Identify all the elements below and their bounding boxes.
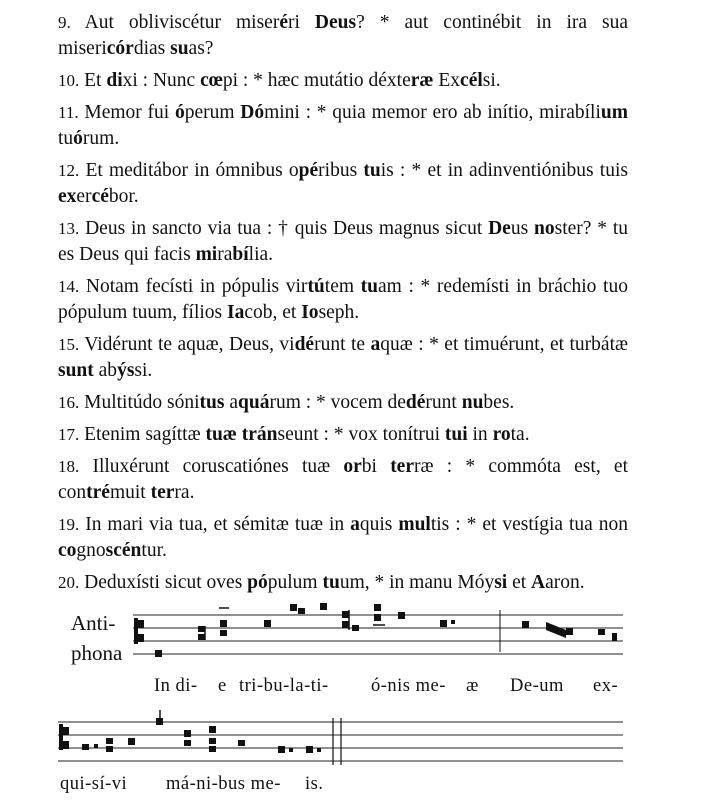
accented-syllable: mi	[195, 244, 218, 265]
verse-number: 10.	[58, 71, 80, 90]
accented-syllable: ræ	[410, 70, 434, 91]
verse-text: tur.	[141, 540, 167, 561]
accented-syllable: or	[343, 456, 362, 477]
verse-text: lia.	[248, 244, 274, 265]
verse-number: 15.	[58, 335, 80, 354]
verse-text: seph.	[318, 302, 360, 323]
verse-text: in	[467, 424, 493, 445]
verse-text: ? * aut continébit in ira sua miseri	[58, 12, 628, 59]
verse-text: am : * redemísti in bráchio tuo pópulum tuum, fílios	[58, 276, 628, 323]
verse-text: Notam fecísti in pópulis vir	[79, 276, 308, 297]
verse-text: quis	[359, 514, 399, 535]
antiphon-syllable: æ	[466, 676, 479, 696]
accented-syllable: tu	[322, 572, 340, 593]
antiphon-syllable: tri-bu-la-ti-	[239, 676, 329, 696]
accented-syllable: pé	[298, 160, 319, 181]
accented-syllable: dé	[294, 334, 315, 355]
clef-1	[134, 618, 144, 644]
neumes-1	[155, 603, 617, 657]
verse-text: runt te	[314, 334, 371, 355]
antiphon-syllable: ex-	[593, 676, 619, 696]
verse-text: Aut obliviscétur miser	[70, 12, 280, 33]
verse-text: si.	[482, 70, 501, 91]
accented-syllable: dé	[405, 392, 426, 413]
verse-text: aron.	[545, 572, 585, 593]
verse-number: 13.	[58, 219, 80, 238]
verse-text: ra.	[174, 482, 195, 503]
verse-text: us	[510, 218, 534, 239]
accented-syllable: Deus	[314, 12, 357, 33]
accented-syllable: cór	[106, 38, 134, 59]
verse-text: quæ : * et timuérunt, et turbátæ	[380, 334, 628, 355]
verse-text: Deus in sancto via tua : † quis Deus magnus sicut	[79, 218, 489, 239]
verse-text: seunt : * vox tonítrui	[277, 424, 445, 445]
verse-number: 11.	[58, 103, 79, 122]
verse-text: ræ : * commóta est, et con	[58, 456, 628, 503]
verse-text: Memor fui	[78, 102, 175, 123]
verse-text: tis : * et vestígia tua non	[430, 514, 629, 535]
accented-syllable: di	[106, 70, 123, 91]
verse-text: as?	[188, 38, 214, 59]
accented-syllable: cé	[91, 186, 109, 207]
verse-text: Deduxísti sicut oves	[79, 572, 248, 593]
verse-text: rum.	[82, 128, 120, 149]
accented-syllable: cœ	[200, 70, 223, 91]
accented-syllable: Dó	[240, 102, 265, 123]
verse-text: In mari via tua, et sémitæ tuæ in	[79, 514, 351, 535]
accented-syllable: nu	[461, 392, 484, 413]
verse-text: runt	[425, 392, 462, 413]
accented-syllable: pó	[247, 572, 268, 593]
accented-syllable: trán	[241, 424, 278, 445]
verse-text: Et meditábor in ómnibus o	[79, 160, 299, 181]
verse-number: 18.	[58, 457, 80, 476]
verse-text: Etenim sagíttæ	[79, 424, 206, 445]
accented-syllable: bí	[232, 244, 249, 265]
verse-text: gno	[76, 540, 106, 561]
accented-syllable: De	[488, 218, 511, 239]
verse-text: is : * et in adinventiónibus tuis	[380, 160, 628, 181]
accented-syllable: sunt	[58, 360, 94, 381]
accented-syllable: ter	[150, 482, 175, 503]
clef-2	[59, 724, 69, 750]
verse-text: pulum	[267, 572, 323, 593]
accented-syllable: a	[370, 334, 381, 355]
verse-text: ab	[93, 360, 118, 381]
antiphon-syllable: ó-nis me-	[371, 676, 446, 696]
accented-syllable: tui	[444, 424, 468, 445]
verse-number: 20.	[58, 573, 80, 592]
verse-text: ribus	[318, 160, 364, 181]
antiphon-syllable: qui-sí-vi	[60, 774, 128, 794]
verse-text: bes.	[483, 392, 515, 413]
accented-syllable: su	[170, 38, 189, 59]
accented-syllable: tré	[86, 482, 110, 503]
verse-text: bi	[361, 456, 391, 477]
verse-text: xi : Nunc	[122, 70, 201, 91]
verse-number: 16.	[58, 393, 80, 412]
accented-syllable: é	[279, 12, 288, 33]
verse-text: Et	[79, 70, 107, 91]
accented-syllable: ter	[390, 456, 414, 477]
accented-syllable: co	[58, 540, 77, 561]
accented-syllable: ýs	[117, 360, 135, 381]
verse-text: Ex	[433, 70, 461, 91]
accented-syllable: tu	[360, 276, 379, 297]
verse-number: 9.	[58, 13, 71, 32]
verse-text: rum : * vocem de	[269, 392, 406, 413]
verse-text: pi : * hæc mutátio déxte	[222, 70, 411, 91]
accented-syllable: scén	[105, 540, 142, 561]
accented-syllable: ro	[492, 424, 511, 445]
accented-syllable: um	[600, 102, 628, 123]
verse-text: et	[507, 572, 532, 593]
accented-syllable: ex	[58, 186, 77, 207]
verse-number: 14.	[58, 277, 80, 296]
accented-syllable: tus	[199, 392, 225, 413]
verse-number: 19.	[58, 515, 80, 534]
accented-syllable: mul	[398, 514, 431, 535]
verse-text: mini : * quia memor ero ab inítio, mirabíli	[264, 102, 601, 123]
antiphon-syllable: In di-	[154, 676, 198, 696]
antiphon-syllable: e	[218, 676, 227, 696]
accented-syllable: cél	[460, 70, 483, 91]
verse-text: er	[76, 186, 92, 207]
accented-syllable: tuæ	[205, 424, 237, 445]
verse-text: ra	[217, 244, 233, 265]
antiphon-syllable: má-ni-bus me-	[166, 774, 281, 794]
antiphon-syllable: is.	[305, 774, 324, 794]
verse-number: 12.	[58, 161, 80, 180]
verse-text: Vidérunt te aquæ, Deus, vi	[79, 334, 295, 355]
verse-text: Illuxérunt coruscatiónes tuæ	[79, 456, 344, 477]
verse-text: tu	[58, 128, 74, 149]
accented-syllable: A	[531, 572, 546, 593]
verse-text: ta.	[510, 424, 530, 445]
verse-text: perum	[184, 102, 241, 123]
verse-text: ster? * tu es Deus qui facis	[58, 218, 628, 265]
accented-syllable: ó	[174, 102, 185, 123]
antiphon-syllable: De-um	[510, 676, 564, 696]
verse-text: bor.	[108, 186, 139, 207]
accented-syllable: quá	[238, 392, 270, 413]
neumes-2	[82, 710, 341, 765]
accented-syllable: tu	[363, 160, 381, 181]
verse-text: ri	[287, 12, 315, 33]
verse-text: a	[224, 392, 238, 413]
verse-text: cob, et	[244, 302, 302, 323]
accented-syllable: Io	[301, 302, 319, 323]
accented-syllable: tú	[307, 276, 325, 297]
verse-text: um, * in manu Móy	[339, 572, 495, 593]
accented-syllable: Ia	[227, 302, 245, 323]
accented-syllable: si	[494, 572, 508, 593]
verse-text: Multitúdo sóni	[79, 392, 200, 413]
verse-text: muit	[109, 482, 151, 503]
antiphon-label-line1: Anti-	[71, 611, 116, 635]
accented-syllable: no	[534, 218, 555, 239]
antiphon-label-line2: phona	[71, 641, 123, 665]
verse-text: tem	[324, 276, 361, 297]
accented-syllable: ó	[73, 128, 83, 149]
verse-number: 17.	[58, 425, 80, 444]
verse-text: dias	[133, 38, 171, 59]
accented-syllable: a	[350, 514, 360, 535]
verse-text: si.	[134, 360, 153, 381]
